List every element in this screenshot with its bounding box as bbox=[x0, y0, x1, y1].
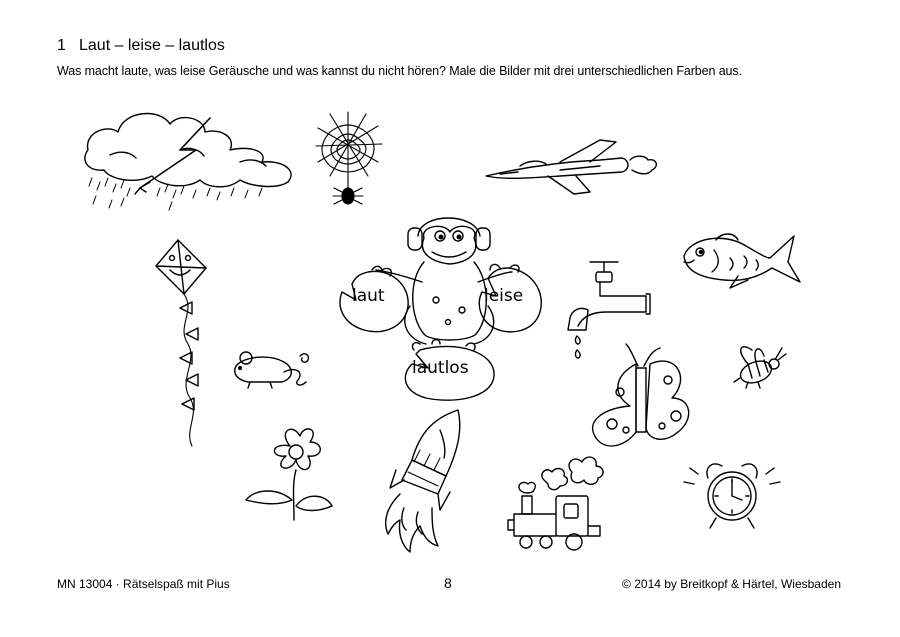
water-tap-picture bbox=[568, 262, 650, 358]
task-number: 1 bbox=[57, 37, 66, 54]
fish-picture bbox=[684, 234, 800, 288]
flower-picture bbox=[246, 429, 332, 520]
jet-plane-picture bbox=[486, 140, 656, 194]
task-title: Laut – leise – lautlos bbox=[79, 37, 225, 54]
bee-picture bbox=[734, 347, 786, 388]
butterfly-picture bbox=[593, 344, 689, 446]
rocket-picture bbox=[386, 410, 460, 552]
thunderstorm-picture bbox=[85, 114, 291, 210]
pad-label-leise: leise bbox=[484, 286, 524, 306]
mouse-picture bbox=[235, 352, 309, 388]
spider-picture bbox=[316, 112, 382, 204]
task-instruction: Was macht laute, was leise Geräusche und was kannst du nicht hören? Male die Bilder mit drei unterschiedlichen Farben aus. bbox=[57, 64, 742, 78]
page-number: 8 bbox=[444, 575, 452, 591]
kite-picture bbox=[156, 240, 206, 446]
footer-catalog-number: MN 13004 · Rätselspaß mit Pius bbox=[57, 577, 230, 591]
pad-label-lautlos: lautlos bbox=[412, 358, 469, 378]
pad-label-laut: laut bbox=[352, 286, 385, 306]
steam-locomotive-picture bbox=[508, 457, 603, 550]
footer-copyright: © 2014 by Breitkopf & Härtel, Wiesbaden bbox=[622, 577, 841, 591]
alarm-clock-picture bbox=[684, 464, 780, 528]
